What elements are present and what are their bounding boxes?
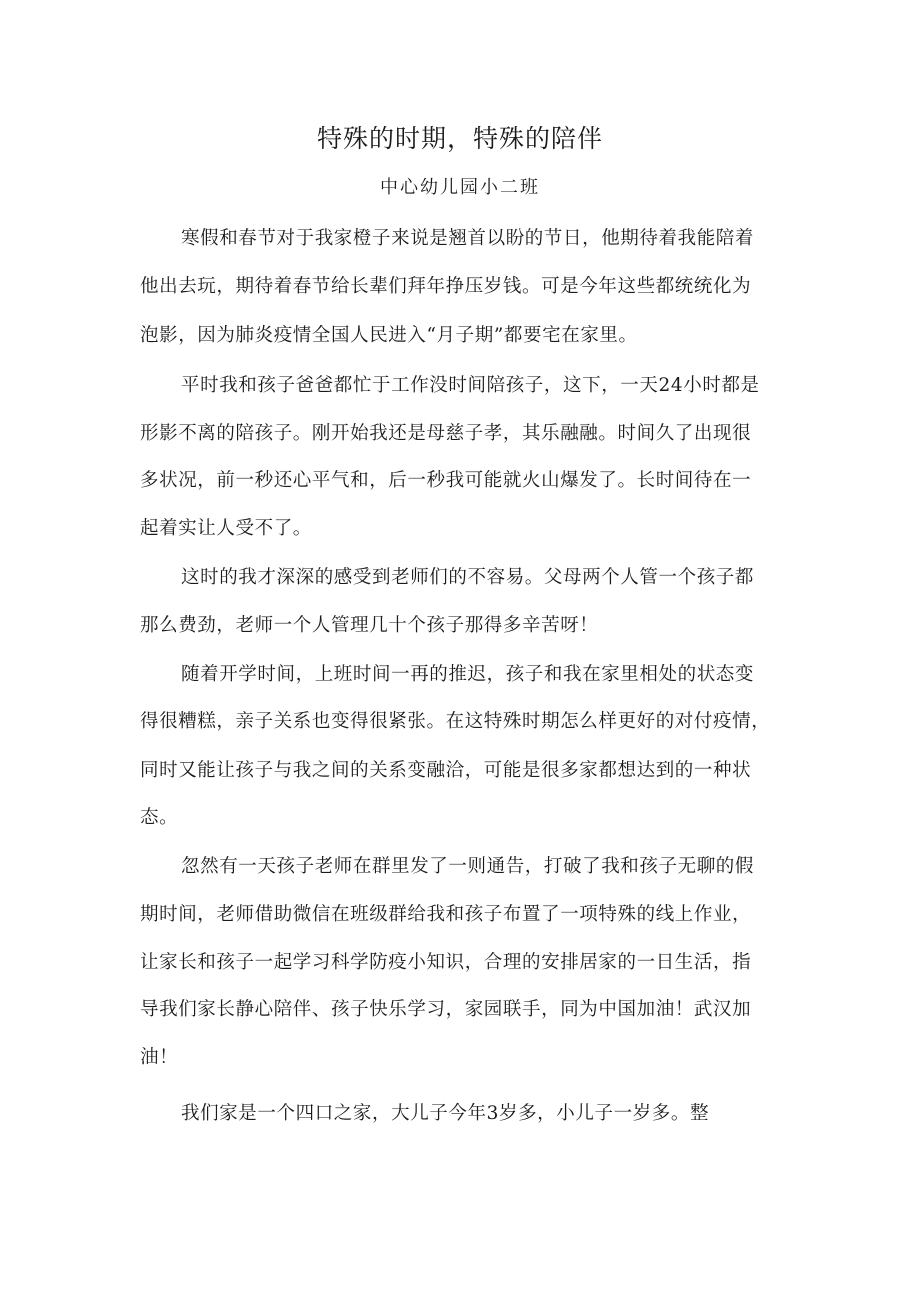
paragraph-5-line-2: 期时间，老师借助微信在班级群给我和孩子布置了一项特殊的线上作业， bbox=[140, 904, 752, 925]
paragraph-6-line-1: 我们家是一个四口之家，大儿子今年3岁多，小儿子一岁多。整 bbox=[181, 1103, 710, 1124]
paragraph-1-line-1: 寒假和春节对于我家橙子来说是翘首以盼的节日，他期待着我能陪着 bbox=[181, 228, 755, 249]
paragraph-2-line-1: 平时我和孩子爸爸都忙于工作没时间陪孩子，这下，一天24小时都是 bbox=[181, 375, 760, 396]
paragraph-1-line-2: 他出去玩，期待着春节给长辈们拜年挣压岁钱。可是今年这些都统统化为 bbox=[140, 276, 752, 297]
paragraph-5-line-3: 让家长和孩子一起学习科学防疫小知识，合理的安排居家的一日生活，指 bbox=[140, 952, 752, 973]
paragraph-2-line-3: 多状况，前一秒还心平气和，后一秒我可能就火山爆发了。长时间待在一 bbox=[140, 470, 752, 491]
document-subtitle: 中心幼儿园小二班 bbox=[380, 177, 540, 198]
paragraph-5-line-5: 油！ bbox=[140, 1047, 179, 1068]
paragraph-5-line-1: 忽然有一天孩子老师在群里发了一则通告，打破了我和孩子无聊的假 bbox=[181, 856, 755, 877]
paragraph-3-line-1: 这时的我才深深的感受到老师们的不容易。父母两个人管一个孩子都 bbox=[181, 567, 755, 588]
paragraph-2-line-4: 起着实让人受不了。 bbox=[140, 518, 312, 539]
document-title: 特殊的时期，特殊的陪伴 bbox=[316, 124, 603, 153]
paragraph-3-line-2: 那么费劲，老师一个人管理几十个孩子那得多辛苦呀！ bbox=[140, 615, 599, 636]
paragraph-1-line-3: 泡影，因为肺炎疫情全国人民进入“月子期”都要宅在家里。 bbox=[140, 325, 638, 346]
paragraph-2-line-2: 形影不离的陪孩子。刚开始我还是母慈子孝，其乐融融。时间久了出现很 bbox=[140, 423, 752, 444]
paragraph-4-line-2: 得很糟糕，亲子关系也变得很紧张。在这特殊时期怎么样更好的对付疫情， bbox=[140, 711, 771, 732]
paragraph-4-line-4: 态。 bbox=[140, 807, 179, 828]
paragraph-4-line-3: 同时又能让孩子与我之间的关系变融洽，可能是很多家都想达到的一种状 bbox=[140, 760, 752, 781]
paragraph-4-line-1: 随着开学时间，上班时间一再的推迟，孩子和我在家里相处的状态变 bbox=[181, 664, 755, 685]
paragraph-5-line-4: 导我们家长静心陪伴、孩子快乐学习，家园联手，同为中国加油！武汉加 bbox=[140, 999, 752, 1020]
